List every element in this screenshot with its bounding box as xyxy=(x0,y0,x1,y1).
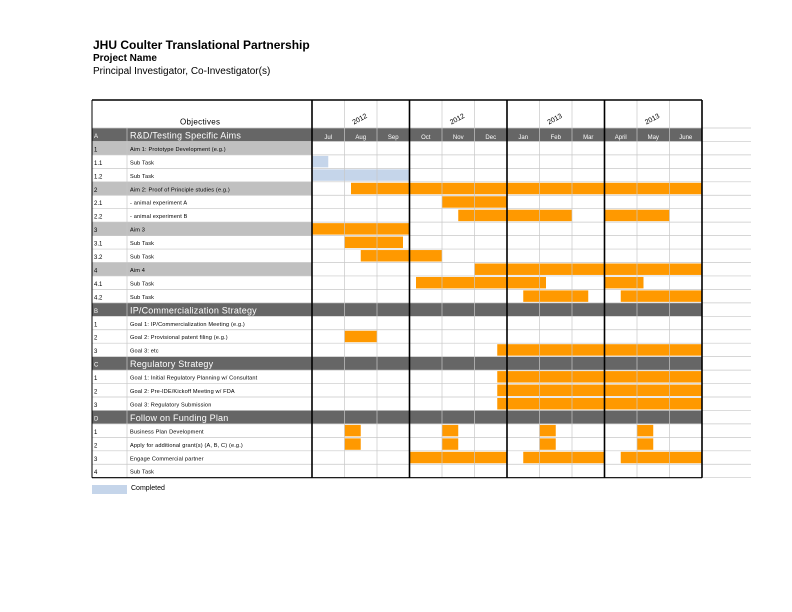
month-label: Feb xyxy=(550,135,561,141)
gantt-bar xyxy=(497,385,702,396)
year-label: 2012 xyxy=(449,112,467,127)
month-label: May xyxy=(647,135,659,141)
month-label: Oct xyxy=(421,135,431,141)
row-label: Aim 2: Proof of Principle studies (e.g.) xyxy=(130,187,230,194)
row-label: Sub Task xyxy=(130,254,155,261)
section-title: Regulatory Strategy xyxy=(130,359,214,370)
row-id: 3 xyxy=(94,402,98,409)
row-id: 4.2 xyxy=(94,295,103,302)
gantt-bar xyxy=(442,438,458,449)
row-id: 4 xyxy=(94,268,98,275)
month-label: April xyxy=(614,135,627,141)
section-title: IP/Commercialization Strategy xyxy=(130,305,257,316)
row-id: 3.1 xyxy=(94,241,103,248)
row-id: 1.1 xyxy=(94,160,103,167)
legend-completed-swatch xyxy=(92,485,127,494)
row-label: - animal experiment A xyxy=(130,200,188,207)
row-label: Sub Task xyxy=(130,173,155,180)
row-id: 2 xyxy=(94,443,98,450)
month-label: Sep xyxy=(387,135,399,141)
row-label: Sub Task xyxy=(130,281,155,288)
row-label: Goal 2: Pre-IDE/Kickoff Meeting w/ FDA xyxy=(130,389,235,395)
gantt-bar xyxy=(345,438,361,449)
row-id: 3.2 xyxy=(94,255,103,261)
month-label: Nov xyxy=(452,135,464,141)
row-id: 4 xyxy=(94,470,98,477)
row-label: Sub Task xyxy=(130,294,155,301)
gantt-bar xyxy=(523,452,604,463)
row-label: Apply for additional grant(s) (A, B, C) (e.g.) xyxy=(130,442,243,449)
row-id: A xyxy=(94,133,99,140)
gantt-bar xyxy=(475,264,703,275)
month-label: Jul xyxy=(324,135,333,141)
row-id: 3 xyxy=(94,349,98,356)
month-label: Dec xyxy=(485,135,497,141)
gantt-bar xyxy=(621,452,702,463)
row-label: Aim 1: Prototype Development (e.g.) xyxy=(130,146,226,153)
gantt-bar xyxy=(540,425,556,436)
gantt-bar xyxy=(637,438,653,449)
row-id: D xyxy=(94,416,99,423)
gantt-bar xyxy=(605,277,644,288)
row-id: 2 xyxy=(94,389,98,396)
gantt-bar xyxy=(345,425,361,436)
month-label: Mar xyxy=(583,135,594,141)
gantt-bar xyxy=(312,156,328,167)
row-id: 3 xyxy=(94,456,98,463)
section-title: R&D/Testing Specific Aims xyxy=(130,130,242,141)
row-id: 3 xyxy=(94,228,98,235)
gantt-bar xyxy=(442,425,458,436)
row-id: 2.1 xyxy=(94,201,103,208)
row-id: 4.1 xyxy=(94,281,103,288)
project-name: Project Name xyxy=(93,53,157,64)
gantt-bar xyxy=(637,425,653,436)
document-title: JHU Coulter Translational Partnership xyxy=(93,38,310,52)
row-id: 2 xyxy=(94,187,98,194)
row-id: 1 xyxy=(94,147,98,154)
row-label: - animal experiment B xyxy=(130,214,188,221)
row-label: Goal 2: Provisional patent filing (e.g.) xyxy=(130,335,228,342)
row-label: Goal 3: Regulatory Submission xyxy=(130,402,212,409)
gantt-bar xyxy=(540,438,556,449)
gantt-bar xyxy=(497,344,702,355)
month-label: June xyxy=(679,135,693,141)
year-label: 2013 xyxy=(546,112,564,127)
gantt-bar xyxy=(345,331,378,342)
gantt-bar xyxy=(351,183,702,194)
gantt-bar xyxy=(458,210,572,221)
row-label: Sub Task xyxy=(130,160,155,167)
gantt-bar xyxy=(621,290,702,301)
row-id: 2.2 xyxy=(94,214,103,221)
aim-row-bg xyxy=(92,222,312,235)
row-id: 1 xyxy=(94,376,98,383)
gantt-bar xyxy=(345,237,404,248)
row-id: 1 xyxy=(94,322,98,329)
row-label: Sub Task xyxy=(130,469,155,476)
row-label: Goal 1: Initial Regulatory Planning w/ Consultant xyxy=(130,375,258,382)
row-id: 2 xyxy=(94,335,98,342)
aim-row-bg xyxy=(92,263,312,276)
section-title: Follow on Funding Plan xyxy=(130,412,229,423)
row-label: Aim 4 xyxy=(130,267,146,274)
gantt-bar xyxy=(497,398,702,409)
row-id: C xyxy=(94,362,99,369)
gantt-bar xyxy=(410,452,508,463)
row-label: Business Plan Development xyxy=(130,429,204,436)
gantt-bar xyxy=(312,223,410,234)
gantt-bar xyxy=(312,169,410,180)
month-label: Jan xyxy=(518,135,529,141)
month-label: Aug xyxy=(355,135,367,141)
row-label: Sub Task xyxy=(130,241,155,248)
investigators: Principal Investigator, Co-Investigator(s) xyxy=(93,66,271,77)
row-label: Goal 1: IP/Commercialization Meeting (e.g.) xyxy=(130,321,245,328)
row-id: 1 xyxy=(94,429,98,436)
legend-completed-label: Completed xyxy=(131,485,165,492)
year-label: 2012 xyxy=(351,112,369,127)
gantt-bar xyxy=(523,290,588,301)
year-label: 2013 xyxy=(644,112,662,127)
row-label: Engage Commercial partner xyxy=(130,456,204,463)
objectives-header: Objectives xyxy=(180,117,221,127)
row-label: Goal 3: etc xyxy=(130,348,159,355)
gantt-bar xyxy=(416,277,546,288)
gantt-bar xyxy=(497,371,702,382)
row-id: 1.2 xyxy=(94,174,103,181)
row-label: Aim 3 xyxy=(130,227,146,234)
gantt-bar xyxy=(361,250,442,261)
row-id: B xyxy=(94,308,99,315)
